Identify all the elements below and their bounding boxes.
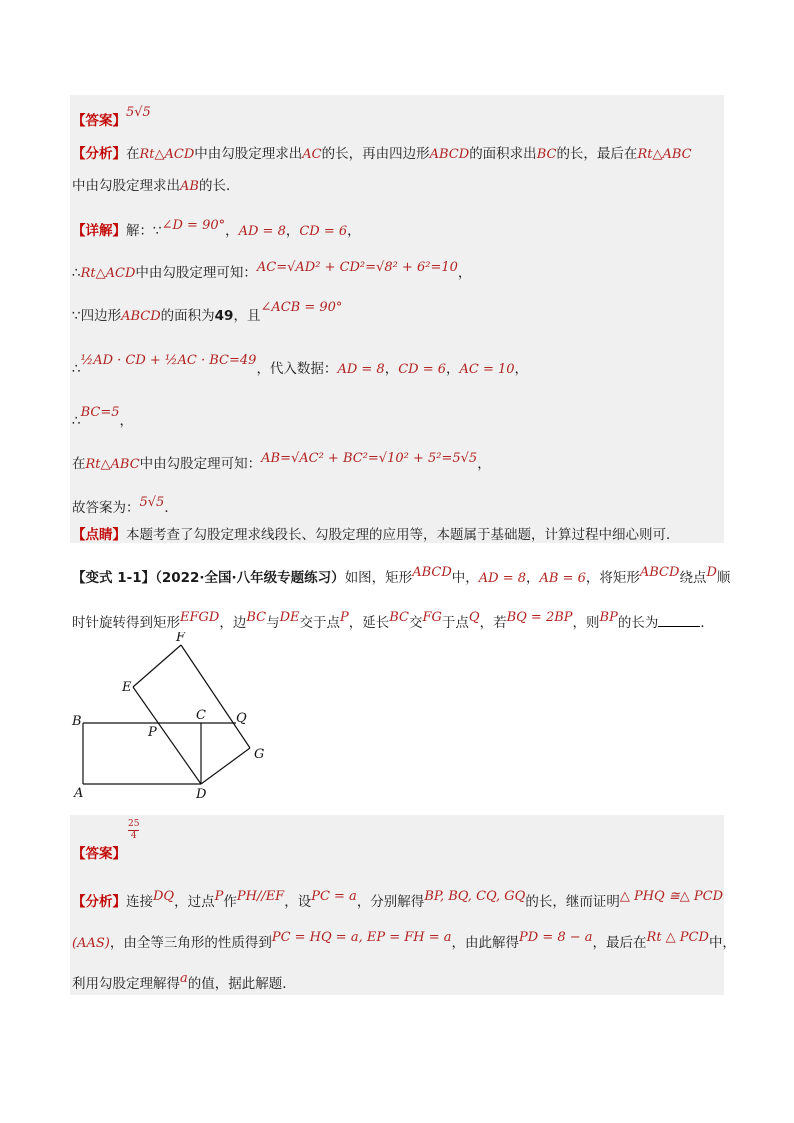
math: ∠D = 90°: [161, 218, 226, 233]
segment-GD: [201, 748, 250, 784]
label-F: F: [176, 632, 186, 645]
text: ，过点: [174, 894, 215, 910]
analysis1-line2: [72, 177, 239, 196]
math: AB: [180, 179, 199, 194]
text: 的长，最后在: [556, 146, 638, 162]
math: PC = a: [311, 889, 357, 904]
math: ABCD: [639, 565, 680, 580]
text: 中，: [451, 570, 479, 586]
text: ．: [700, 615, 714, 631]
label-E: E: [122, 680, 132, 695]
math: Rt△ABC: [85, 457, 140, 472]
text: ，则: [572, 615, 600, 631]
answer-tag: 【答案】: [72, 113, 126, 129]
text: 故答案为：: [72, 500, 140, 516]
text: ，且: [233, 308, 261, 324]
question-source: （2022·全国·八年级专题练习）: [155, 570, 345, 586]
text: 作: [223, 894, 237, 910]
text: ，最后在: [592, 935, 647, 951]
detail1-line3: [72, 300, 343, 326]
question-line1: 【变式 1-1】（2022·全国·八年级专题练习）如图，矩形ABCD中，AD = 8，AB = 6，将矩形ABCD绕点D顺: [72, 565, 731, 586]
detail1-line2: ∴Rt△ACD中由勾股定理可知：AC=√AD² + CD²=√8² + 6²=10，: [72, 260, 472, 281]
math: Rt △ PCD: [646, 930, 709, 945]
math: BC: [389, 610, 409, 625]
text: ，分别解得: [356, 894, 425, 910]
math: AC = 10: [459, 362, 515, 377]
math: BP: [599, 610, 618, 625]
math: (AAS): [72, 936, 110, 951]
text: 交于点: [299, 615, 340, 631]
text: 中由勾股定理可知：: [139, 456, 262, 472]
text: 的长，再由四边形: [321, 146, 430, 162]
question-tag: 【变式 1-1】: [72, 570, 156, 586]
math: P: [340, 610, 349, 625]
math: EFGD: [180, 610, 220, 625]
math: Rt△ACD: [139, 147, 195, 162]
math: ½AD · CD + ½AC · BC=49: [80, 353, 257, 368]
detail1-line4: ∴½AD · CD + ½AC · BC=49，代入数据：AD = 8，CD = 6，AC = 10，: [72, 353, 529, 377]
text: ，延长: [348, 615, 390, 631]
text: 交: [409, 615, 423, 631]
text: 中由勾股定理求出: [72, 178, 180, 194]
point1-line: [72, 526, 680, 544]
text: 的长．: [198, 178, 240, 194]
text: 的面积求出: [469, 146, 537, 162]
detail1-line5: ∴BC=5，: [72, 405, 133, 429]
text: 如图，矩形: [344, 570, 413, 586]
label-Q: Q: [236, 711, 247, 726]
math: Q: [468, 610, 480, 625]
fraction-numerator: 25: [128, 819, 140, 829]
math: PH//EF: [236, 889, 285, 904]
text: 连接: [126, 894, 153, 910]
text: ∴: [72, 361, 81, 377]
analysis2-line3: [72, 971, 296, 994]
text: 绕点: [679, 570, 707, 586]
analysis2-line2: [72, 930, 736, 953]
text: ，边: [219, 615, 247, 631]
answer-tag: 【答案】: [72, 846, 126, 862]
text: 本题考查了勾股定理求线段长、勾股定理的应用等，本题属于基础题，计算过程中细心则可．: [126, 527, 680, 543]
text: 与: [266, 615, 280, 631]
math: 5√5: [139, 495, 165, 510]
math: AD = 8: [478, 571, 526, 586]
analysis1-line1: [72, 145, 692, 164]
label-D: D: [196, 787, 207, 802]
text: ，若: [479, 615, 507, 631]
math: ∠ACB = 90°: [260, 300, 343, 315]
answer-blank[interactable]: [658, 614, 700, 627]
text: ，设: [284, 894, 312, 910]
math: PD = 8 − a: [519, 930, 593, 945]
text: 顺: [716, 570, 731, 586]
math: AC=√AD² + CD²=√8² + 6²=10: [256, 260, 458, 275]
detail1-line7: 故答案为：5√5．: [72, 495, 178, 516]
math: AD = 8: [238, 224, 286, 239]
math: ABCD: [429, 147, 470, 162]
math: PC = HQ = a, EP = FH = a: [271, 930, 452, 945]
math: BQ = 2BP: [506, 610, 573, 625]
text: 在: [72, 456, 86, 472]
text: 解：∵: [126, 223, 162, 239]
area-value: 49: [214, 308, 234, 324]
text: 在: [126, 146, 140, 162]
text: 中由勾股定理求出: [194, 146, 303, 162]
text: 中由勾股定理可知：: [135, 265, 257, 281]
math: ABCD: [412, 565, 452, 580]
geometry-figure: [68, 632, 278, 802]
label-A: A: [74, 786, 84, 801]
point-tag: 【点睛】: [72, 527, 126, 543]
text: ∵四边形: [72, 308, 122, 324]
segment-FG: [181, 645, 250, 748]
math: BC=5: [80, 405, 120, 420]
text: 时针旋转得到矩形: [72, 615, 180, 631]
math: AC: [302, 147, 322, 162]
text: 的值，据此解题．: [187, 976, 296, 992]
label-B: B: [72, 714, 82, 729]
text: 的长为: [617, 615, 659, 631]
label-C: C: [196, 708, 206, 723]
text: ∴: [72, 413, 81, 429]
math: AD = 8: [337, 362, 385, 377]
math: AB = 6: [539, 571, 586, 586]
analysis-tag: 【分析】: [72, 146, 126, 162]
math: FG: [422, 610, 442, 625]
text: 于点: [441, 615, 469, 631]
text: 中，: [708, 935, 736, 951]
math: Rt△ACD: [80, 266, 136, 281]
text: 的长，继而证明: [525, 894, 620, 910]
text: ，由此解得: [451, 935, 520, 951]
text: ，将矩形: [585, 570, 640, 586]
math: BP, BQ, CQ, GQ: [424, 889, 526, 904]
fraction-denominator: 4: [130, 831, 137, 841]
text: ，由全等三角形的性质得到: [109, 935, 272, 951]
answer1-line: [72, 105, 151, 131]
text: 利用勾股定理解得: [72, 976, 180, 992]
math: D: [706, 565, 717, 580]
label-P: P: [148, 725, 157, 740]
fraction: [128, 819, 139, 842]
math: DQ: [153, 889, 175, 904]
math: AB=√AC² + BC²=√10² + 5²=5√5: [261, 451, 478, 466]
math: ABCD: [121, 309, 161, 324]
answer2-line: [72, 819, 140, 863]
analysis2-line1: [72, 889, 723, 912]
segment-ED: [133, 687, 201, 784]
detail1-line6: 在Rt△ABC中由勾股定理可知：AB=√AC² + BC²=√10² + 5²=5√5，: [72, 451, 491, 472]
math: BC: [246, 610, 267, 625]
detail-tag: 【详解】: [72, 223, 126, 239]
math: CD = 6: [398, 362, 446, 377]
text: ∴: [72, 265, 81, 281]
question-line2: [72, 610, 714, 633]
label-G: G: [254, 747, 265, 762]
segment-EF: [133, 645, 181, 687]
text: 的面积为: [160, 308, 215, 324]
math: DE: [279, 610, 300, 625]
math: P: [214, 889, 224, 904]
answer-value: 5√5: [126, 105, 151, 120]
math: △ PHQ ≅△ PCD: [619, 889, 723, 904]
detail1-line1: 【详解】解：∵∠D = 90°，AD = 8，CD = 6，: [72, 218, 361, 239]
math: BC: [536, 147, 557, 162]
analysis-tag: 【分析】: [72, 894, 126, 910]
math: a: [180, 971, 188, 986]
math: CD = 6: [299, 224, 348, 239]
math: Rt△ABC: [637, 147, 692, 162]
text: ，代入数据：: [256, 361, 338, 377]
